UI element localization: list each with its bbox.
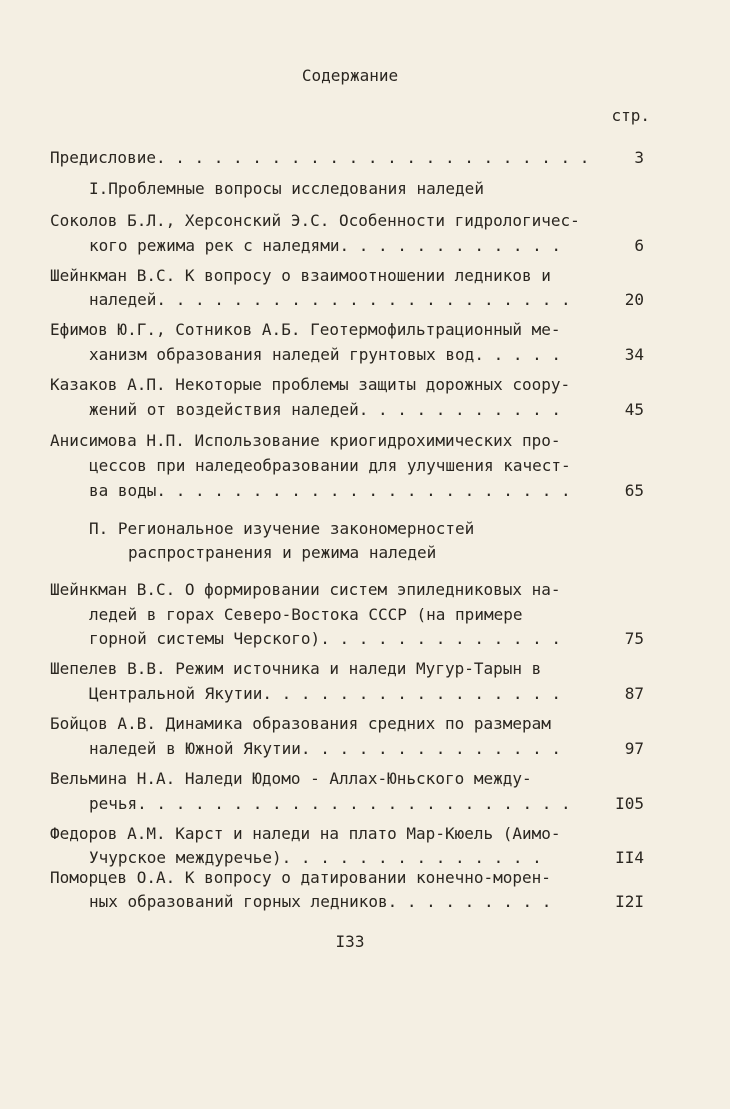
toc-entry-line: Центральной Якутии. . . . . . . . . . . . . . . .	[89, 684, 562, 703]
toc-entry-line: Шепелев В.В. Режим источника и наледи Мугур-Тарын в	[50, 659, 542, 678]
toc-preface-line: Предисловие. . . . . . . . . . . . . . . . . . . . . . .	[50, 148, 590, 167]
toc-entry-line: Шейнкман В.С. К вопросу о взаимоотношении ледников и	[50, 266, 551, 285]
toc-entry-line: Анисимова Н.П. Использование криогидрохимических про-	[50, 431, 561, 450]
toc-entry-page: I2I	[615, 892, 644, 911]
toc-entry-line: кого режима рек с наледями. . . . . . . . . . . .	[89, 236, 562, 255]
toc-entry-page: 6	[634, 236, 644, 255]
toc-entry-page: 45	[624, 400, 644, 419]
toc-entry-page: 75	[624, 629, 644, 648]
toc-entry-line: Бойцов А.В. Динамика образования средних по размерам	[50, 714, 551, 733]
toc-entry-line: ледей в горах Северо-Востока СССР (на примере	[89, 605, 523, 624]
toc-entry-line: Шейнкман В.С. О формировании систем эпиледниковых на-	[50, 580, 561, 599]
page-number: I33	[335, 932, 365, 951]
toc-section-1-heading: I.Проблемные вопросы исследования наледей	[89, 179, 484, 198]
toc-entry-line: ных образований горных ледников. . . . . . . . .	[89, 892, 552, 911]
toc-entry-line: цессов при наледеобразовании для улучшения качест-	[89, 456, 571, 475]
toc-entry-page: 87	[624, 684, 644, 703]
page-title: Содержание	[301, 66, 399, 85]
toc-entry-line: ва воды. . . . . . . . . . . . . . . . . . . . . .	[89, 481, 571, 500]
toc-section-2-heading-cont: распространения и режима наледей	[128, 543, 437, 562]
toc-entry-line: Ефимов Ю.Г., Сотников А.Б. Геотермофильтрационный ме-	[50, 320, 561, 339]
toc-entry-page: I05	[615, 794, 644, 813]
toc-entry-page: 65	[624, 481, 644, 500]
toc-entry-line: Учурское междуречье). . . . . . . . . . . . . .	[89, 848, 542, 867]
toc-entry-line: наледей. . . . . . . . . . . . . . . . . . . . . .	[89, 290, 571, 309]
toc-entry-line: Федоров А.М. Карст и наледи на плато Мар-Кюель (Аимо-	[50, 824, 561, 843]
toc-entry-line: Поморцев О.А. К вопросу о датировании конечно-морен-	[50, 868, 551, 887]
toc-entry-page: 20	[624, 290, 644, 309]
toc-entry-page: II4	[615, 848, 644, 867]
toc-entry-line: Вельмина Н.А. Наледи Юдомо - Аллах-Юньского междy-	[50, 769, 532, 788]
toc-section-2-heading: П. Региональное изучение закономерностей	[89, 519, 475, 538]
toc-entry-page: 34	[624, 345, 644, 364]
toc-entry-line: наледей в Южной Якутии. . . . . . . . . . . . . .	[89, 739, 562, 758]
toc-entry-line: речья. . . . . . . . . . . . . . . . . . . . . . .	[89, 794, 571, 813]
toc-entry-page: 97	[624, 739, 644, 758]
toc-entry-line: горной системы Черского). . . . . . . . . . . . .	[89, 629, 562, 648]
toc-entry-line: Казаков А.П. Некоторые проблемы защиты дорожных соору-	[50, 375, 571, 394]
toc-entry-line: жений от воздействия наледей. . . . . . . . . . .	[89, 400, 562, 419]
toc-entry-line: ханизм образования наледей грунтовых вод. . . . .	[89, 345, 562, 364]
toc-entry-line: Соколов Б.Л., Херсонский Э.С. Особенности гидрологичес-	[50, 211, 580, 230]
toc-preface-page: 3	[634, 148, 644, 167]
page-column-header: стр.	[611, 106, 650, 125]
